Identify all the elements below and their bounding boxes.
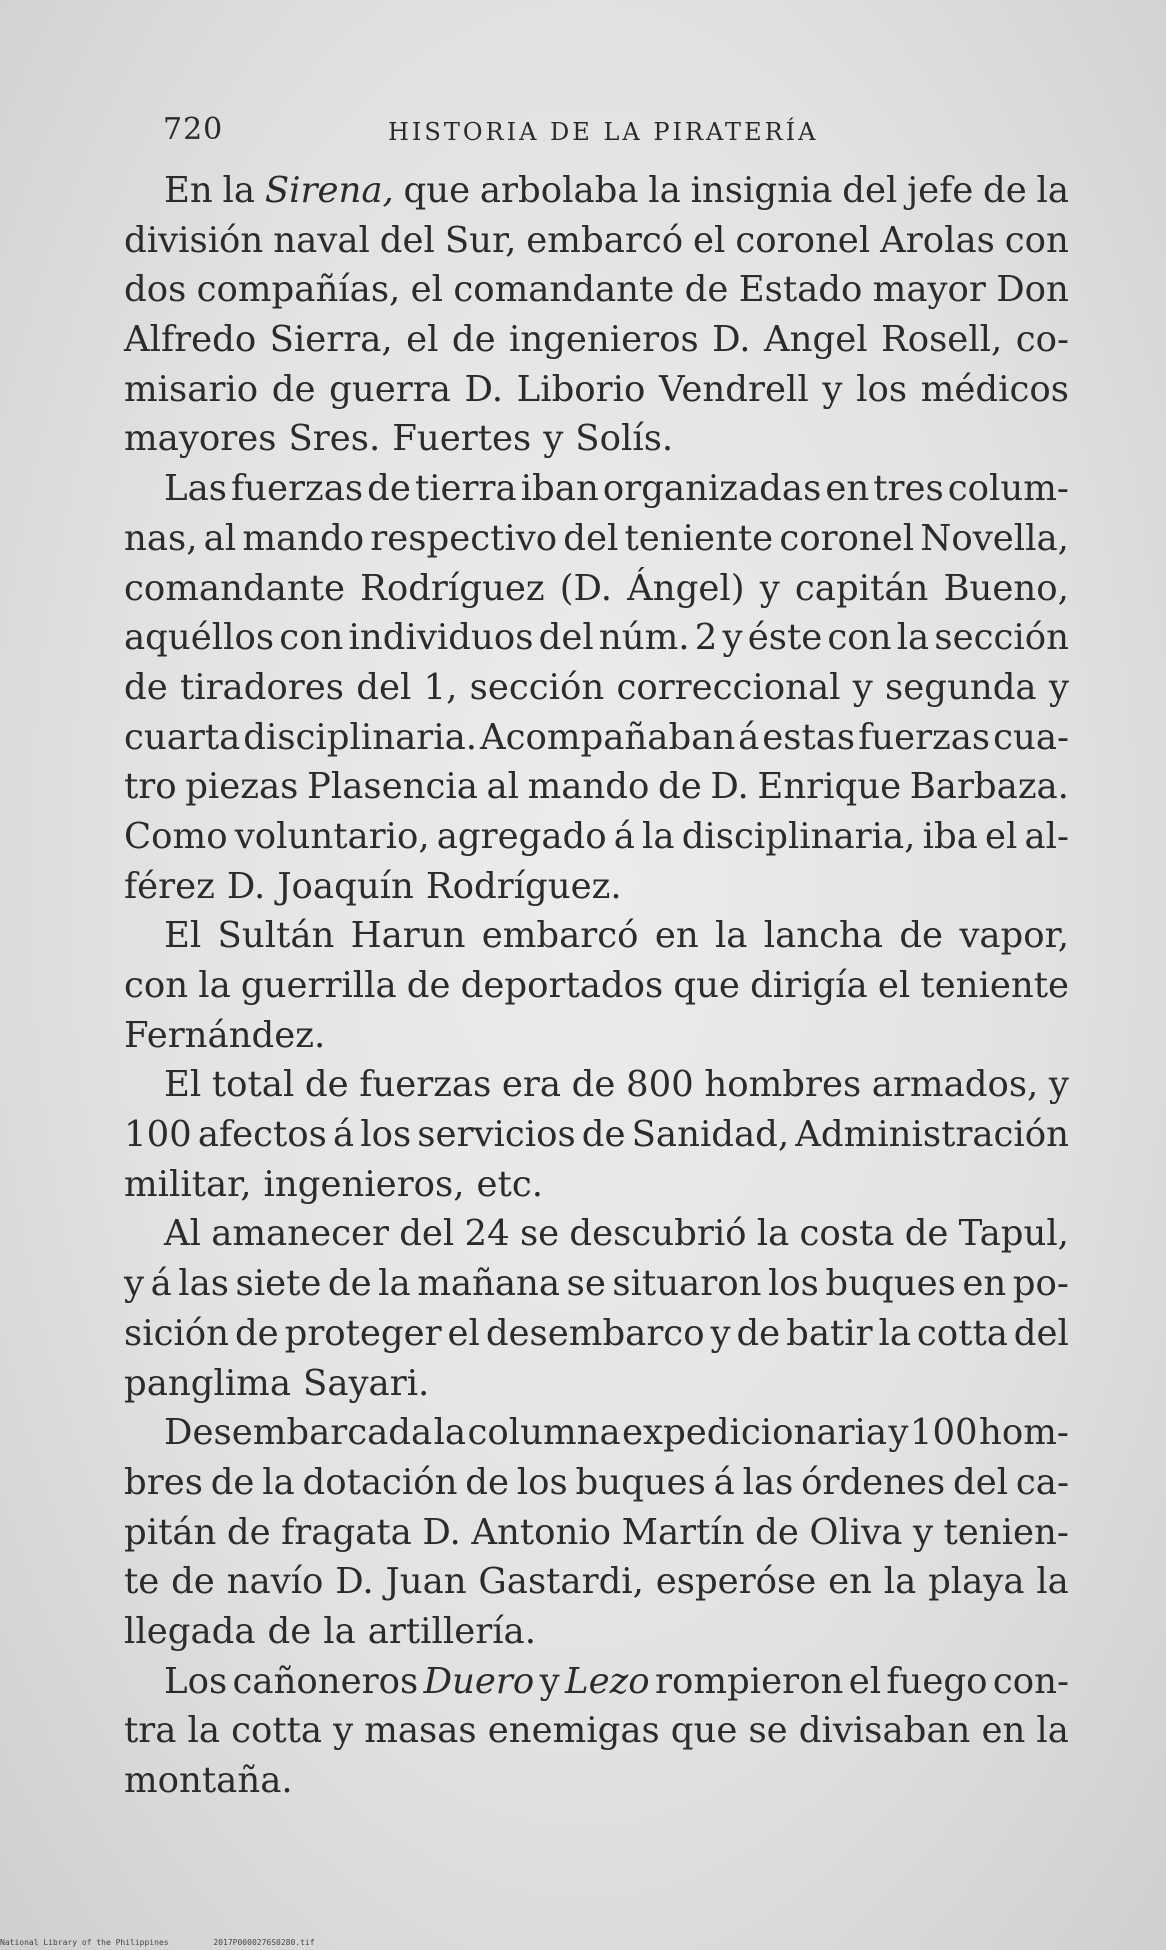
- page-number: 720: [163, 112, 224, 147]
- page-header: [163, 112, 1063, 152]
- text-line: tra la cotta y masas enemigas que se divisaban en la: [124, 1710, 1069, 1752]
- text-line: Los cañoneros Duero y Lezo rompieron el fuego con-: [164, 1660, 1069, 1702]
- text-line: militar, ingenieros, etc.: [124, 1163, 543, 1205]
- text-line: sición de proteger el desembarco y de batir la cotta del: [124, 1312, 1069, 1354]
- text-line: férez D. Joaquín Rodríguez.: [124, 865, 622, 907]
- text-line: Fernández.: [124, 1014, 326, 1056]
- running-title: HISTORIA DE LA PIRATERÍA: [388, 118, 819, 146]
- text-line: Alfredo Sierra, el de ingenieros D. Angel Rosell, co-: [124, 319, 1069, 361]
- text-line: misario de guerra D. Liborio Vendrell y los médicos: [124, 368, 1069, 410]
- text-line: pitán de fragata D. Antonio Martín de Oliva y tenien-: [124, 1511, 1069, 1553]
- text-line: te de navío D. Juan Gastardi, esperóse en la playa la: [124, 1561, 1069, 1603]
- text-line: llegada de la artillería.: [124, 1610, 537, 1652]
- file-id: 2017P0000276S0280.tif: [213, 1938, 315, 1947]
- text-line: cuarta disciplinaria. Acompañaban á estas fuerzas cua-: [124, 716, 1069, 758]
- text-line: Como voluntario, agregado á la disciplinaria, iba el al-: [124, 815, 1069, 857]
- text-line: mayores Sres. Fuertes y Solís.: [124, 418, 674, 460]
- text-line: En la Sirena, que arbolaba la insignia del jefe de la: [164, 170, 1069, 211]
- text-line: con la guerrilla de deportados que dirigía el teniente: [124, 965, 1069, 1006]
- text-line: división naval del Sur, embarcó el coronel Arolas con: [124, 219, 1069, 261]
- text-line: tro piezas Plasencia al mando de D. Enrique Barbaza.: [124, 766, 1069, 808]
- scan-footer: [0, 1938, 355, 1947]
- text-line: panglima Sayari.: [124, 1362, 430, 1404]
- text-line: y á las siete de la mañana se situaron los buques en po-: [124, 1263, 1069, 1305]
- text-line: Las fuerzas de tierra iban organizadas en tres colum-: [164, 468, 1069, 510]
- text-line: Desembarcada la columna expedicionaria y 100 hom-: [164, 1412, 1069, 1454]
- library-credit: National Library of the Philippines: [0, 1938, 169, 1947]
- text-line: nas, al mando respectivo del teniente coronel Novella,: [124, 517, 1069, 559]
- text-line: comandante Rodríguez (D. Ángel) y capitán Bueno,: [124, 567, 1069, 609]
- text-line: dos compañías, el comandante de Estado mayor Don: [124, 269, 1069, 311]
- body-text: [124, 166, 1069, 1806]
- text-line: Al amanecer del 24 se descubrió la costa de Tapul,: [164, 1213, 1069, 1255]
- text-line: aquéllos con individuos del núm. 2 y éste con la sección: [124, 617, 1069, 659]
- text-line: El Sultán Harun embarcó en la lancha de vapor,: [164, 915, 1069, 957]
- text-line: montaña.: [124, 1760, 293, 1801]
- text-line: de tiradores del 1, sección correccional y segunda y: [124, 666, 1069, 708]
- text-line: El total de fuerzas era de 800 hombres armados, y: [164, 1064, 1069, 1106]
- text-line: 100 afectos á los servicios de Sanidad, Administración: [124, 1114, 1069, 1156]
- text-line: bres de la dotación de los buques á las órdenes del ca-: [124, 1461, 1069, 1503]
